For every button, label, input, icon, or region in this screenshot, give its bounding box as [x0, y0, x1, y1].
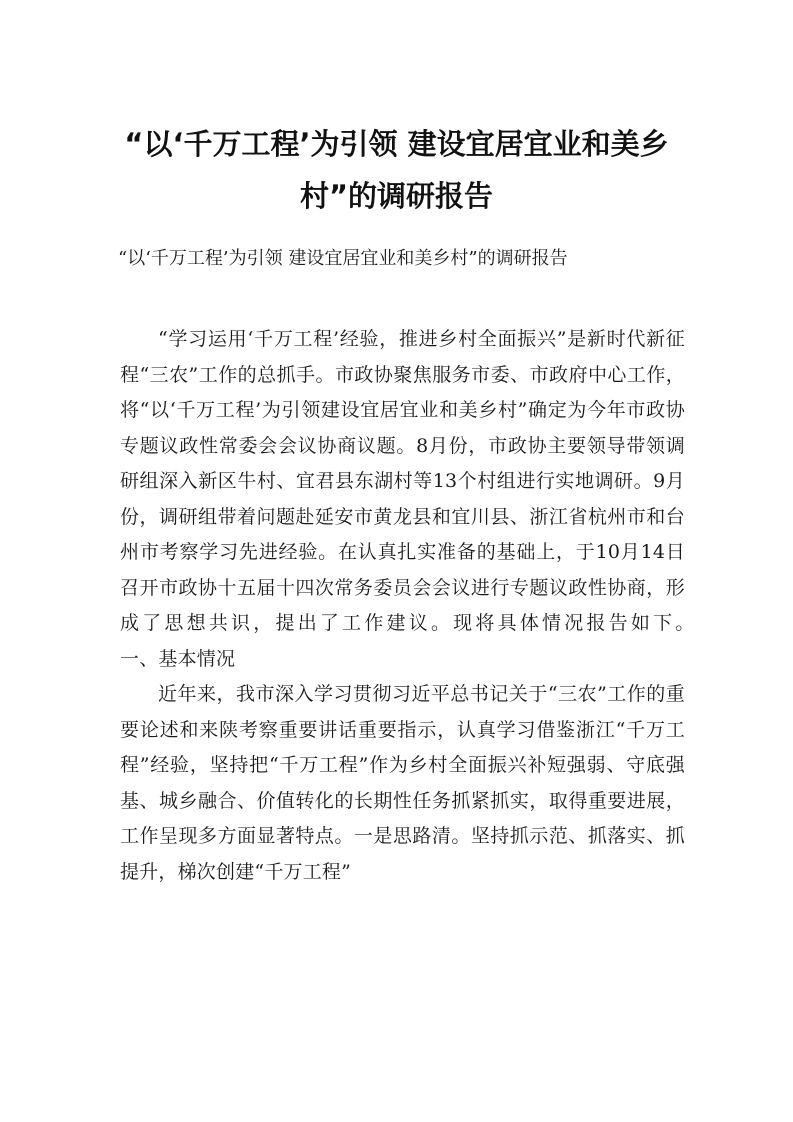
- document-body: [120, 322, 724, 890]
- body-paragraph: 近年来，我市深入学习贯彻习近平总书记关于“三农”工作的重要论述和来陕考察重要讲话重要指示，认真学习借鉴浙江“千万工程”经验，坚持把“千万工程”作为乡村全面振兴补短强弱、守底强基、城乡融合、价值转化的长期性任务抓紧抓实，取得重要进展，工作呈现多方面显著特点。一是思路清。坚持抓示范、抓落实、抓提升，梯次创建“千万工程”: [120, 683, 685, 883]
- body-paragraph: “学习运用‘千万工程’经验，推进乡村全面振兴”是新时代新征程“三农”工作的总抓手。市政协聚焦服务市委、市政府中心工作，将“以‘千万工程’为引领建设宜居宜业和美乡村”确定为今年市政协专题议政性常委会会议协商议题。8月份，市政协主要领导带领调研组深入新区牛村、宜君县东湖村等13个村组进行实地调研。9月份，调研组带着问题赴延安市黄龙县和宜川县、浙江省杭州市和台州市考察学习先进经验。在认真扎实准备的基础上，于10月14日召开市政协十五届十四次常务委员会会议进行专题议政性协商，形成了思想共识，提出了工作建议。现将具体情况报告如下。 一、基本情况: [120, 328, 724, 670]
- document-title: “以‘千万工程’为引领 建设宜居宜业和美乡村”的调研报告: [124, 127, 669, 213]
- document-subtitle: “以‘千万工程’为引领 建设宜居宜业和美乡村”的调研报告: [118, 248, 568, 269]
